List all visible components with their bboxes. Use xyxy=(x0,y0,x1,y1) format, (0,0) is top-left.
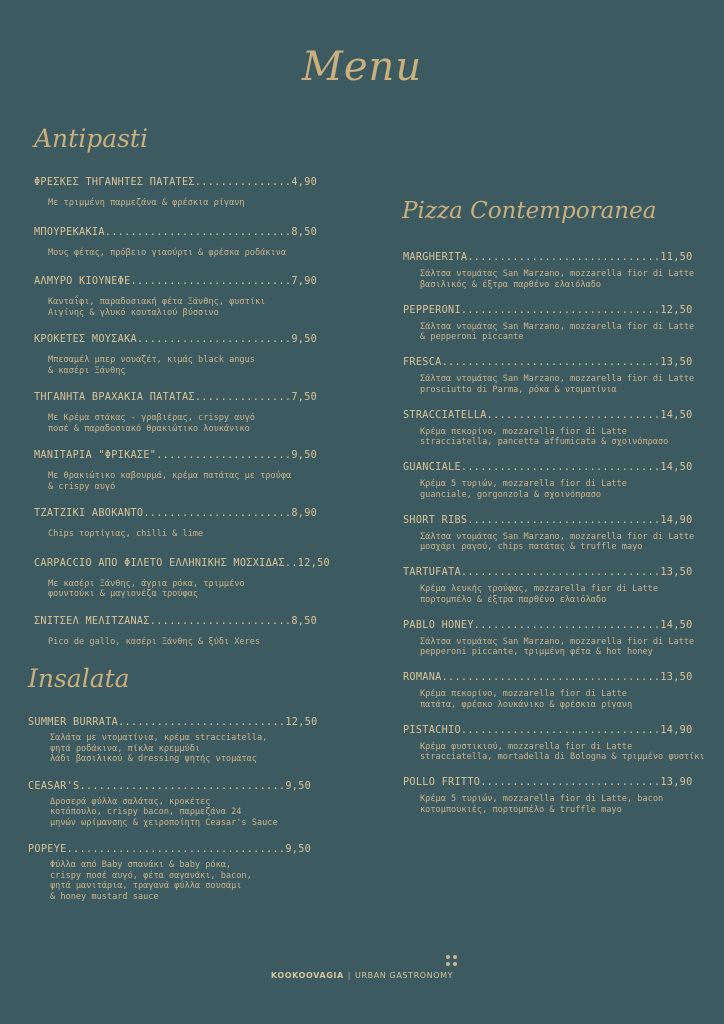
menu-item xyxy=(403,724,713,763)
menu-item-name-price: TARTUFATA...............................13,50 xyxy=(403,567,693,578)
menu-item-description: Κρέμα πεκορίνο, mozzarella fior di Latte stracciatella, pancetta affumicata & σχοινόπρασο xyxy=(420,426,669,447)
menu-item-name-price: FRESCA..................................13,50 xyxy=(403,357,693,368)
menu-item-name-price: ROMANA..................................13,50 xyxy=(403,672,693,683)
menu-item xyxy=(28,780,328,829)
menu-item xyxy=(34,507,334,540)
menu-item xyxy=(403,251,713,290)
menu-item-name-price: PISTACHIO...............................14,90 xyxy=(403,724,693,736)
menu-item-description: Με τριμμένη παρμεζάνα & φρέσκια ρίγανη xyxy=(48,198,245,208)
menu-item-description: Κρέμα πεκορίνο, mozzarella fior di Latte πατάτα, φρέσκο λουκάνικο & φρέσκια ρίγανη xyxy=(420,689,633,710)
menu-item-description: Μους φέτας, πρόβειο γιαούρτι & φρέσκα ροδάκινα xyxy=(48,247,286,258)
menu-item-description: Σάλτσα ντομάτας San Marzano, mozzarella fior di Latte prosciutto di Parma, ρόκα & ντοματίνια xyxy=(420,374,695,395)
menu-item xyxy=(34,226,334,259)
menu-item-description: Κανταΐφι, παραδοσιακή φέτα Ξάνθης, φυστίκι Αιγίνης & γλυκό κουταλιού βύσσινο xyxy=(48,297,266,318)
menu-item xyxy=(34,176,334,209)
menu-item-name-price: ΤΖΑΤΖΙΚΙ ΑΒΟΚΑΝΤΟ.......................8,90 xyxy=(34,508,318,519)
menu-item-name-price: PEPPERONI...............................12,50 xyxy=(403,304,693,316)
menu-item-name-price: ΑΛΜΥΡΟ ΚΙΟΥΝΕΦΕ.........................7,90 xyxy=(34,276,318,287)
footer-tagline: URBAN GASTRONOMY xyxy=(355,971,454,980)
menu-item-name-price: ΦΡΕΣΚΕΣ ΤΗΓΑΝΗΤΕΣ ΠΑΤΑΤΕΣ...............4,90 xyxy=(34,177,318,188)
menu-item xyxy=(34,449,334,492)
menu-item-name-price: MARGHERITA..............................11,50 xyxy=(403,252,693,263)
menu-item-name-price: STRACCIATELLA...........................14,50 xyxy=(403,409,693,421)
menu-item-name-price: GUANCIALE...............................14,50 xyxy=(403,462,693,473)
menu-item xyxy=(403,671,713,710)
menu-item-description: Chips τορτίγιας, chilli & lime xyxy=(48,529,204,539)
antipasti-list xyxy=(34,176,334,664)
menu-item-name-price: ΚΡΟΚΕΤΕΣ ΜΟΥΣΑΚΑ........................9,50 xyxy=(34,334,318,345)
menu-item xyxy=(34,557,334,600)
menu-item-name-price: SHORT RIBS..............................14,90 xyxy=(403,514,693,526)
menu-item xyxy=(403,566,713,605)
menu-item-description: Κρέμα 5 τυριών, mozzarella fior di Latte, bacon κοτομπουκιές, πορτομπέλο & truffle mayo xyxy=(420,794,664,815)
menu-item xyxy=(34,275,334,318)
menu-item-description: Δροσερά φύλλα σαλάτας, κροκέτες κοτόπουλο, crispy bacon, παρμεζάνα 24 μηνών ωρίμανσης & χειροποίητη Ceasar's Sauce xyxy=(50,796,278,828)
menu-item xyxy=(403,619,713,658)
menu-item-description: Με Κρέμα στάκας - γραβιέρας, crispy αυγό ποσέ & παραδοσιακό θρακιώτικο λουκάνικο xyxy=(48,413,255,434)
menu-item xyxy=(403,776,713,815)
menu-item-name-price: ΜΑΝΙΤΑΡΙΑ "ΦΡΙΚΑΣΕ".....................9,50 xyxy=(34,450,318,461)
menu-item xyxy=(403,514,713,553)
menu-item xyxy=(28,716,328,765)
menu-item xyxy=(34,391,334,434)
menu-item-description: Κρέμα λευκής τρούφας, mozzarella fior di Latte πορτομπέλο & έξτρα παρθένο ελαιόλαδο xyxy=(420,584,658,605)
insalata-list xyxy=(28,716,328,917)
menu-item xyxy=(403,409,713,448)
pizza-list xyxy=(403,251,713,829)
section-heading-insalata: Insalata xyxy=(28,664,130,693)
menu-item-name-price: CEASAR'S................................9,50 xyxy=(28,780,312,792)
menu-item-name-price: ΣΝΙΤΣΕΛ ΜΕΛΙΤΖΑΝΑΣ......................8,50 xyxy=(34,615,318,627)
page-title: Menu xyxy=(301,44,423,90)
menu-item-description: Με κασέρι Ξάνθης, άγρια ρόκα, τριμμένο φουντούκι & μαγιονέζα τρούφας xyxy=(48,578,245,599)
menu-item xyxy=(403,461,713,500)
menu-item-description: Σάλτσα ντομάτας San Marzano, mozzarella fior di Latte & pepperoni piccante xyxy=(420,321,695,342)
menu-item-name-price: ΜΠΟΥΡΕΚΑΚΙΑ.............................8,50 xyxy=(34,226,318,238)
menu-item xyxy=(403,356,713,395)
menu-item-description: Μπεσαμέλ μπερ νουαζέτ, κιμάς black angus & κασέρι Ξάνθης xyxy=(48,355,255,376)
menu-item-description: Σάλτσα ντομάτας San Marzano, mozzarella fior di Latte βασιλικός & έξτρα παρθένο ελαιόλαδο xyxy=(420,269,695,290)
menu-item-description: Κρέμα φυστικιού, mozzarella fior di Latte stracciatella, mortadella di Bologna & τριμμένο φυστίκι xyxy=(420,741,705,762)
menu-item-name-price: PABLO HONEY.............................14,50 xyxy=(403,619,693,631)
section-heading-pizza: Pizza Contemporanea xyxy=(402,198,657,224)
section-heading-antipasti: Antipasti xyxy=(34,124,148,153)
menu-item-name-price: POLLO FRITTO............................13,90 xyxy=(403,777,693,788)
menu-item-description: Pico de gallo, κασέρι Ξάνθης & ξύδι Xeres xyxy=(48,636,261,647)
menu-item xyxy=(34,615,334,648)
footer-brand: KOOKOOVAGIA xyxy=(270,971,344,980)
menu-item-description: Κρέμα 5 τυριών, mozzarella fior di Latte guanciale, gorgonzola & σχοινόπρασο xyxy=(420,479,627,500)
menu-item xyxy=(28,843,328,902)
menu-item-name-price: POPEYE..................................9,50 xyxy=(28,844,312,855)
menu-item-description: Σάλτσα ντομάτας San Marzano, mozzarella fior di Latte pepperoni piccante, τριμμένη φέτα & hot honey xyxy=(420,636,695,657)
menu-item xyxy=(34,333,334,376)
menu-item-name-price: ΤΗΓΑΝΗΤΑ ΒΡΑΧΑΚΙΑ ΠΑΤΑΤΑΣ...............7,50 xyxy=(34,392,318,403)
footer xyxy=(0,971,724,980)
menu-item-description: Με θρακιώτικο καβουρμά, κρέμα πατάτας με τρούφα & crispy αυγό xyxy=(48,471,292,492)
menu-item-description: Σαλάτα με ντοματίνια, κρέμα stracciatella, ψητά ροδάκινα, πίκλα κρεμμύδι λάδι βασιλικού & dressing ψητής ντομάτας xyxy=(50,733,268,764)
brand-logo-icon xyxy=(446,955,458,967)
menu-item xyxy=(403,304,713,343)
menu-item-name-price: SUMMER BURRATA..........................12,50 xyxy=(28,717,318,728)
menu-item-name-price: CARPACCIO ΑΠΟ ΦΙΛΕΤΟ ΕΛΛΗΝΙΚΗΣ ΜΟΣΧΙΔΑΣ..12,50 xyxy=(34,557,330,569)
menu-item-description: Σάλτσα ντομάτας San Marzano, mozzarella fior di Latte μοσχάρι ραγού, chips πατάτας & truffle mayo xyxy=(420,531,695,552)
menu-item-description: Φύλλα από Baby σπανάκι & baby ρόκα, crispy ποσέ αυγό, φέτα σαγανάκι, bacon, ψητά μανιτάρια, τραγανά φύλλα σουσάμι & honey mustard sauce xyxy=(50,860,252,902)
footer-separator: | xyxy=(347,971,352,980)
